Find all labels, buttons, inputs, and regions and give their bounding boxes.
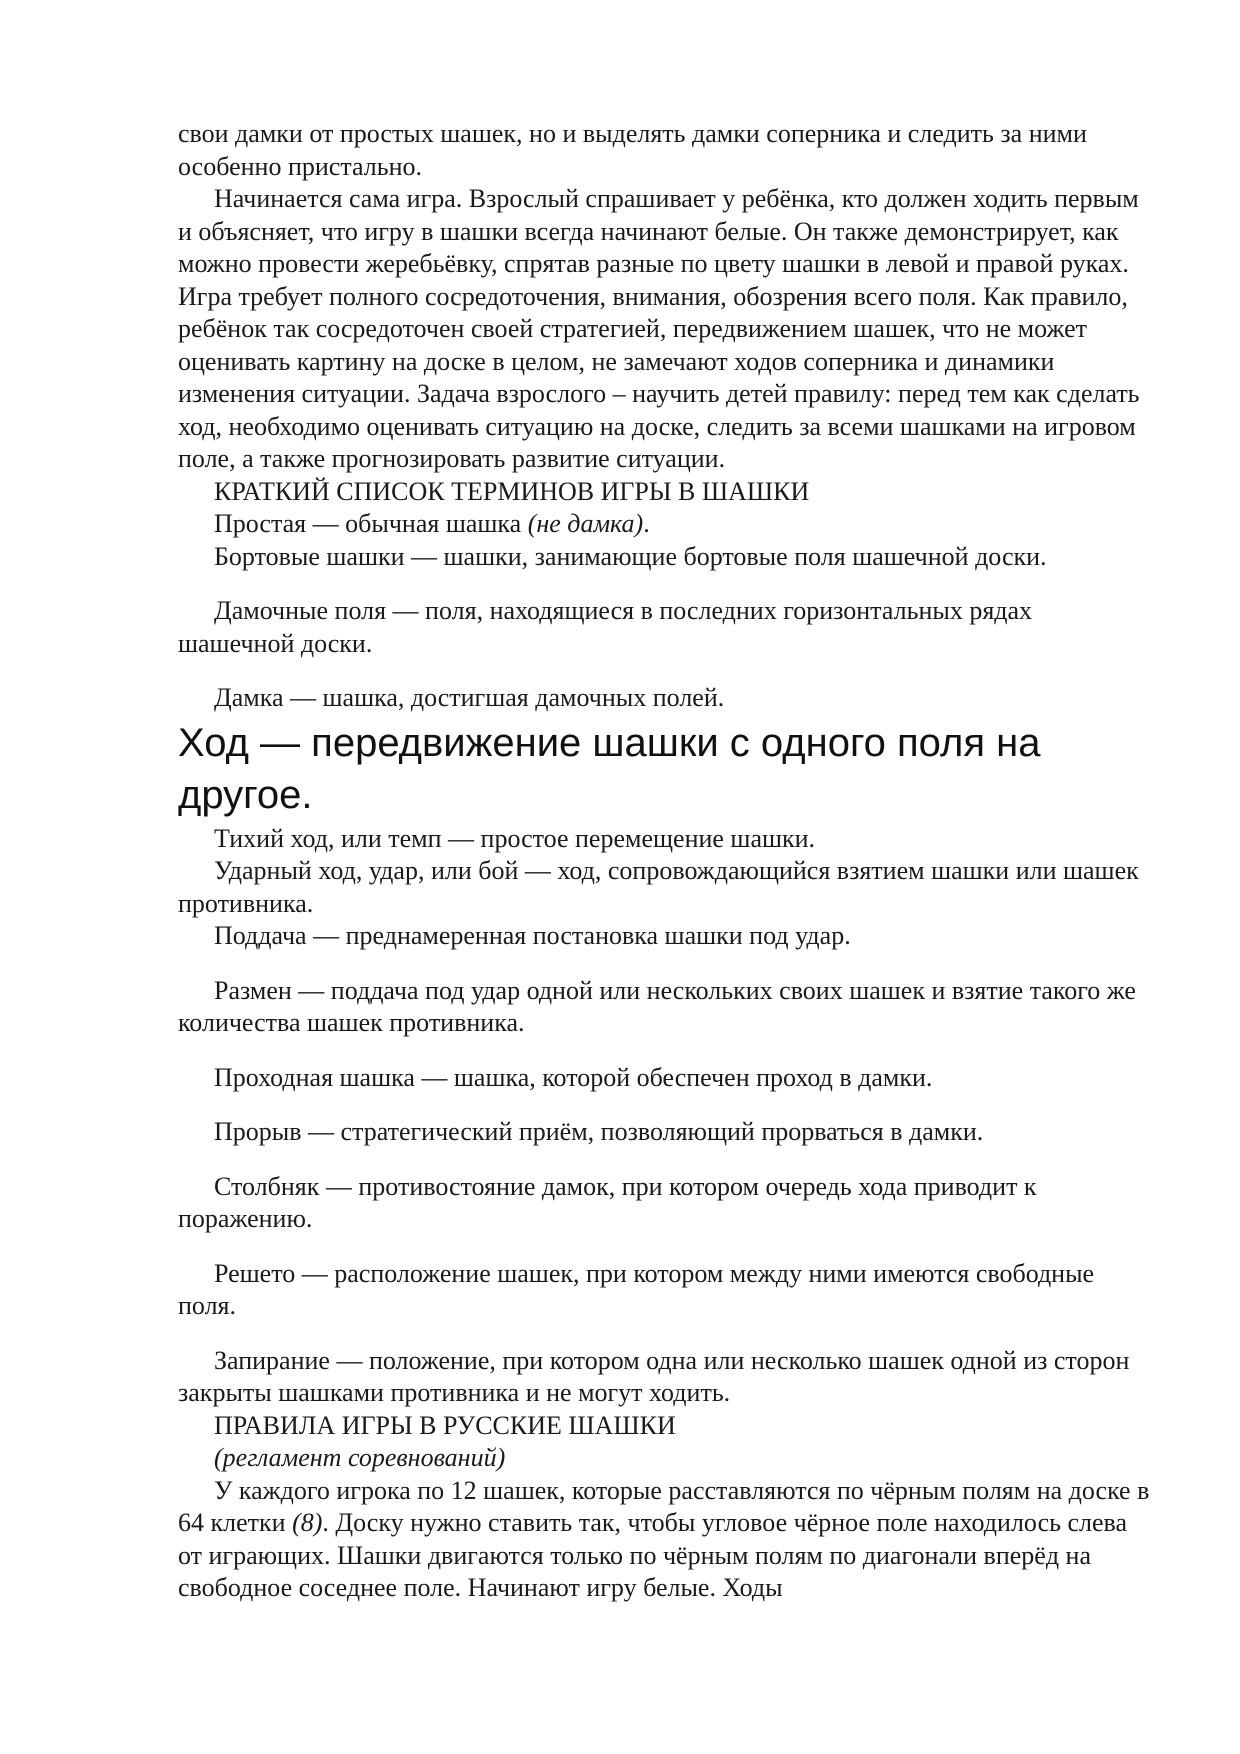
term-quiet: Тихий ход, или темп — простое перемещение шашки.	[214, 823, 816, 853]
term-board: Бортовые шашки — шашки, занимающие бортовые поля шашечной доски.	[214, 541, 1047, 571]
term-strike: Ударный ход, удар, или бой — ход, сопровождающийся взятием шашки или шашек противника.	[178, 856, 1139, 918]
page-content	[178, 118, 1150, 1605]
term-opposition: Столбняк — противостояние дамок, при котором очередь хода приводит к поражению.	[178, 1171, 1037, 1233]
term-king-fields: Дамочные поля — поля, находящиеся в последних горизонтальных рядах шашечной доски.	[178, 596, 1033, 658]
rules-subheading-text: (регламент соревнований)	[214, 1443, 506, 1472]
rules-text-a: У каждого игрока по 12 шашек, которые расставляются по чёрным полям на доске в 64 клетки	[178, 1475, 1150, 1537]
term-passer: Проходная шашка — шашка, которой обеспечен проход в дамки.	[214, 1062, 933, 1092]
term-simple-note: (не дамка)	[527, 509, 644, 538]
term-sieve: Решето — расположение шашек, при котором между ними имеются свободные поля.	[178, 1258, 1095, 1320]
term-lock: Запирание — положение, при котором одна или несколько шашек одной из сторон закрыты шашками противника и не могут ходить.	[178, 1345, 1130, 1407]
term-king: Дамка — шашка, достигшая дамочных полей.	[214, 683, 725, 712]
term-simple	[178, 508, 1150, 541]
rules-paragraph	[178, 1475, 1150, 1605]
rules-text-b: . Доску нужно ставить так, чтобы угловое чёрное поле находилось слева от играющих. Шашки двигаются только по чёрным полям по диагонали вперёд на свободное соседнее поле. Начинают игру белые. Ходы	[178, 1508, 1127, 1602]
rules-subheading	[178, 1442, 1150, 1475]
term-sacrifice: Поддача — преднамеренная постановка шашки под удар.	[214, 921, 851, 950]
rules-heading: ПРАВИЛА ИГРЫ В РУССКИЕ ШАШКИ	[214, 1410, 676, 1440]
rules-text-ref: (8)	[292, 1508, 323, 1537]
term-simple-text: Простая — обычная шашка	[214, 509, 522, 538]
paragraph-game-start: Начинается сама игра. Взрослый спрашивает у ребёнка, кто должен ходить первым и объясняет, что игру в шашки всегда начинают белые. Он также демонстрирует, как можно провести жеребьёвку, спрятав разные по цвету шашки в левой и правой руках. Игра требует полного сосредоточения, внимания, обозрения всего поля. Как правило, ребёнок так сосредоточен своей стратегией, передвижением шашек, что не может оценивать картину на доске в целом, не замечают ходов соперника и динамики изменения ситуации. Задача взрослого – научить детей правилу: перед тем как сделать ход, необходимо оценивать ситуацию на доске, следить за всеми шашками на игровом поле, а также прогнозировать развитие ситуации.	[178, 184, 1140, 473]
terms-heading: КРАТКИЙ СПИСОК ТЕРМИНОВ ИГРЫ В ШАШКИ	[214, 476, 810, 506]
term-exchange: Размен — поддача под удар одной или нескольких своих шашек и взятие такого же количества шашек противника.	[178, 975, 1136, 1037]
term-breakthrough: Прорыв — стратегический приём, позволяющий прорваться в дамки.	[214, 1117, 984, 1146]
paragraph-continuation: свои дамки от простых шашек, но и выделять дамки соперника и следить за ними особенно пристально.	[178, 119, 1087, 181]
term-move-large: Ход — передвижение шашки с одного поля на другое.	[178, 720, 1041, 817]
term-simple-end: .	[643, 509, 650, 538]
